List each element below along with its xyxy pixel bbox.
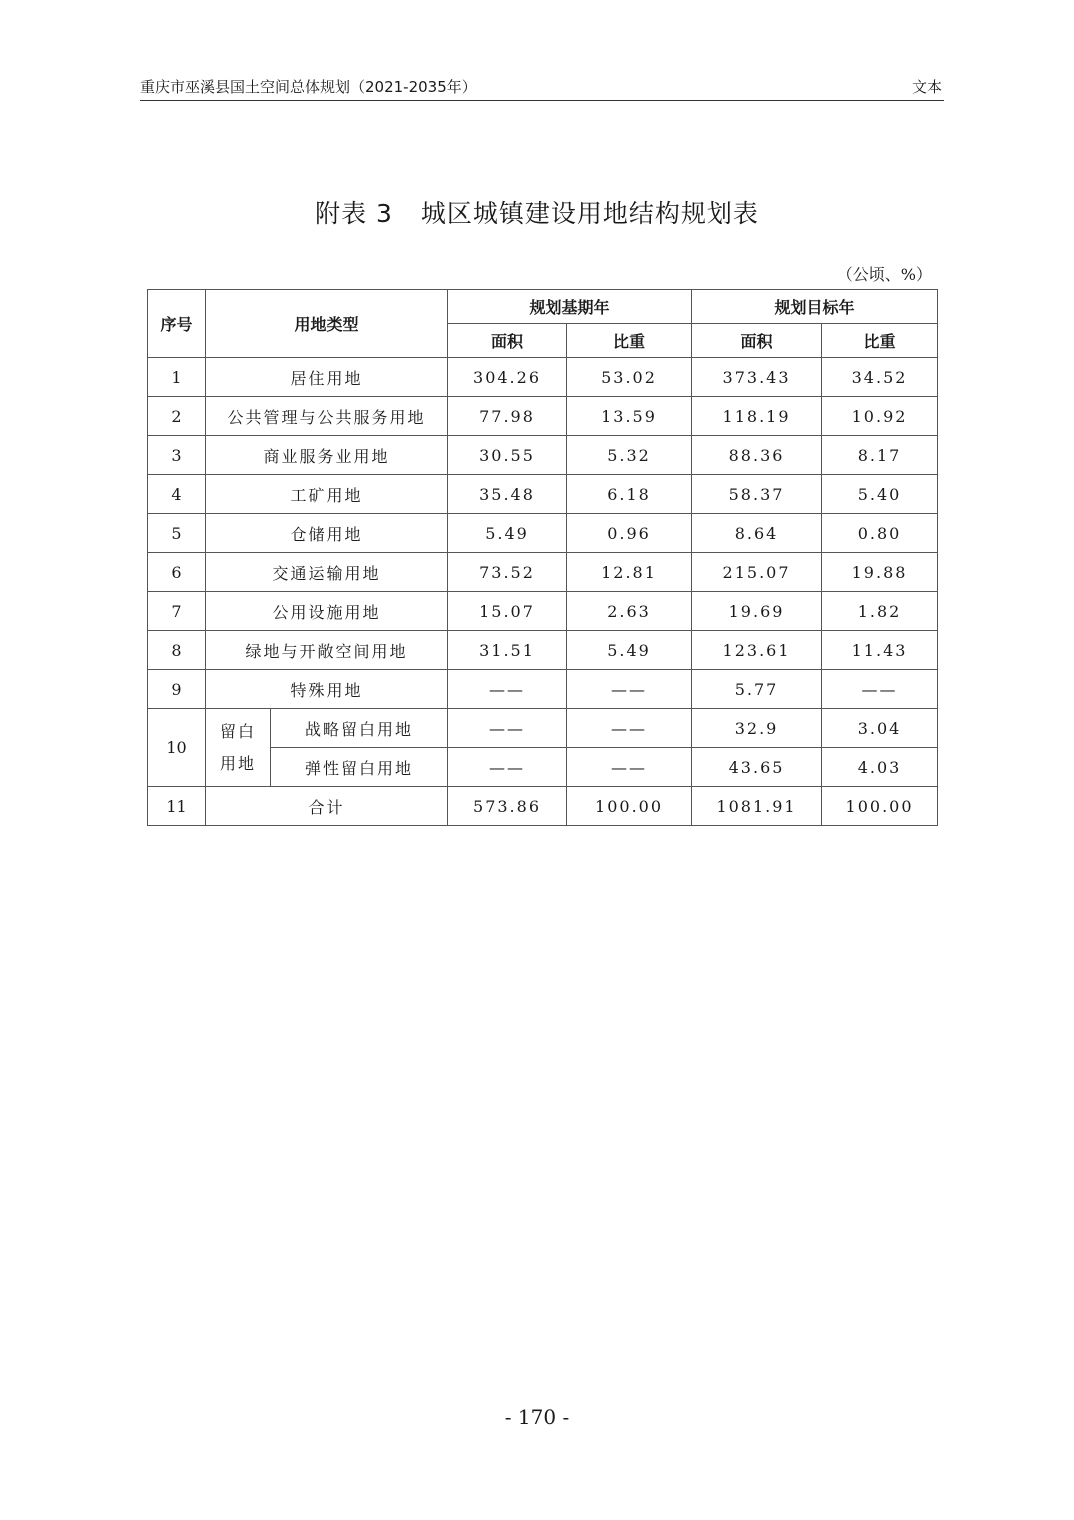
row-target-area: 32.9 xyxy=(692,709,822,748)
row-target-ratio: 3.04 xyxy=(822,709,938,748)
table-row-reserve-strategic xyxy=(148,709,938,748)
table-row xyxy=(148,358,938,397)
page-header xyxy=(140,72,944,101)
row-base-area: 31.51 xyxy=(448,631,567,670)
header-section-label: 文本 xyxy=(911,78,942,96)
row-land-type: 居住用地 xyxy=(206,358,448,397)
row-target-ratio: 5.40 xyxy=(822,475,938,514)
row-land-type: 合计 xyxy=(206,787,448,826)
row-base-ratio: 5.32 xyxy=(567,436,692,475)
row-base-ratio: —— xyxy=(567,670,692,709)
unit-note: （公顷、%） xyxy=(836,265,932,284)
table-row xyxy=(148,436,938,475)
row-base-ratio: 13.59 xyxy=(567,397,692,436)
row-target-area: 8.64 xyxy=(692,514,822,553)
row-target-ratio: —— xyxy=(822,670,938,709)
table-title-prefix: 附表 3 xyxy=(315,199,393,228)
row-target-ratio: 11.43 xyxy=(822,631,938,670)
reserve-group-line1: 留白 xyxy=(219,721,256,741)
row-target-area: 118.19 xyxy=(692,397,822,436)
row-base-area: 15.07 xyxy=(448,592,567,631)
row-target-ratio: 19.88 xyxy=(822,553,938,592)
row-base-area: 30.55 xyxy=(448,436,567,475)
row-seq: 6 xyxy=(148,553,206,592)
reserve-land-group xyxy=(206,709,271,787)
row-target-ratio: 1.82 xyxy=(822,592,938,631)
row-land-type: 特殊用地 xyxy=(206,670,448,709)
table-title-text: 城区城镇建设用地结构规划表 xyxy=(420,199,759,228)
row-target-area: 58.37 xyxy=(692,475,822,514)
table-row xyxy=(148,553,938,592)
header-base-area: 面积 xyxy=(448,324,567,358)
row-land-type: 弹性留白用地 xyxy=(271,748,448,787)
row-base-area: 304.26 xyxy=(448,358,567,397)
row-seq: 2 xyxy=(148,397,206,436)
row-target-area: 19.69 xyxy=(692,592,822,631)
row-target-area: 88.36 xyxy=(692,436,822,475)
row-base-ratio: —— xyxy=(567,709,692,748)
row-target-area: 5.77 xyxy=(692,670,822,709)
reserve-group-line2: 用地 xyxy=(219,753,256,773)
row-base-area: 35.48 xyxy=(448,475,567,514)
row-target-ratio: 0.80 xyxy=(822,514,938,553)
table-row xyxy=(148,514,938,553)
row-seq: 8 xyxy=(148,631,206,670)
row-base-ratio: 2.63 xyxy=(567,592,692,631)
row-land-type: 商业服务业用地 xyxy=(206,436,448,475)
table-row xyxy=(148,475,938,514)
row-target-ratio: 34.52 xyxy=(822,358,938,397)
row-seq: 9 xyxy=(148,670,206,709)
row-land-type: 公用设施用地 xyxy=(206,592,448,631)
row-base-area: 73.52 xyxy=(448,553,567,592)
page-number: - 170 - xyxy=(504,1405,570,1429)
row-base-ratio: 0.96 xyxy=(567,514,692,553)
table-row xyxy=(148,592,938,631)
row-seq: 5 xyxy=(148,514,206,553)
row-land-type: 仓储用地 xyxy=(206,514,448,553)
row-base-area: —— xyxy=(448,709,567,748)
header-base-ratio: 比重 xyxy=(567,324,692,358)
row-target-area: 43.65 xyxy=(692,748,822,787)
row-seq: 1 xyxy=(148,358,206,397)
row-land-type: 工矿用地 xyxy=(206,475,448,514)
table-title xyxy=(0,194,1074,230)
row-land-type: 交通运输用地 xyxy=(206,553,448,592)
table-row-total xyxy=(148,787,938,826)
header-type: 用地类型 xyxy=(206,290,448,358)
row-base-ratio: 53.02 xyxy=(567,358,692,397)
row-seq: 7 xyxy=(148,592,206,631)
table-row xyxy=(148,397,938,436)
row-target-ratio: 8.17 xyxy=(822,436,938,475)
table-row xyxy=(148,631,938,670)
row-land-type: 战略留白用地 xyxy=(271,709,448,748)
row-target-area: 1081.91 xyxy=(692,787,822,826)
row-seq: 11 xyxy=(148,787,206,826)
header-base-year: 规划基期年 xyxy=(448,290,692,324)
header-document-title: 重庆市巫溪县国土空间总体规划（2021-2035年） xyxy=(140,78,477,96)
row-base-area: 77.98 xyxy=(448,397,567,436)
row-base-area: 5.49 xyxy=(448,514,567,553)
row-land-type: 绿地与开敞空间用地 xyxy=(206,631,448,670)
land-use-structure-table xyxy=(147,289,938,826)
header-target-year: 规划目标年 xyxy=(692,290,938,324)
row-base-ratio: 100.00 xyxy=(567,787,692,826)
row-base-ratio: 6.18 xyxy=(567,475,692,514)
row-target-ratio: 10.92 xyxy=(822,397,938,436)
row-target-area: 123.61 xyxy=(692,631,822,670)
row-target-area: 215.07 xyxy=(692,553,822,592)
row-base-area: —— xyxy=(448,670,567,709)
row-base-ratio: —— xyxy=(567,748,692,787)
table-row xyxy=(148,670,938,709)
header-target-area: 面积 xyxy=(692,324,822,358)
row-seq: 3 xyxy=(148,436,206,475)
header-seq: 序号 xyxy=(148,290,206,358)
row-land-type: 公共管理与公共服务用地 xyxy=(206,397,448,436)
row-base-ratio: 12.81 xyxy=(567,553,692,592)
row-target-area: 373.43 xyxy=(692,358,822,397)
row-target-ratio: 4.03 xyxy=(822,748,938,787)
row-seq: 10 xyxy=(148,709,206,787)
row-seq: 4 xyxy=(148,475,206,514)
header-target-ratio: 比重 xyxy=(822,324,938,358)
header-row-1 xyxy=(148,290,938,324)
row-base-ratio: 5.49 xyxy=(567,631,692,670)
row-target-ratio: 100.00 xyxy=(822,787,938,826)
row-base-area: 573.86 xyxy=(448,787,567,826)
row-base-area: —— xyxy=(448,748,567,787)
